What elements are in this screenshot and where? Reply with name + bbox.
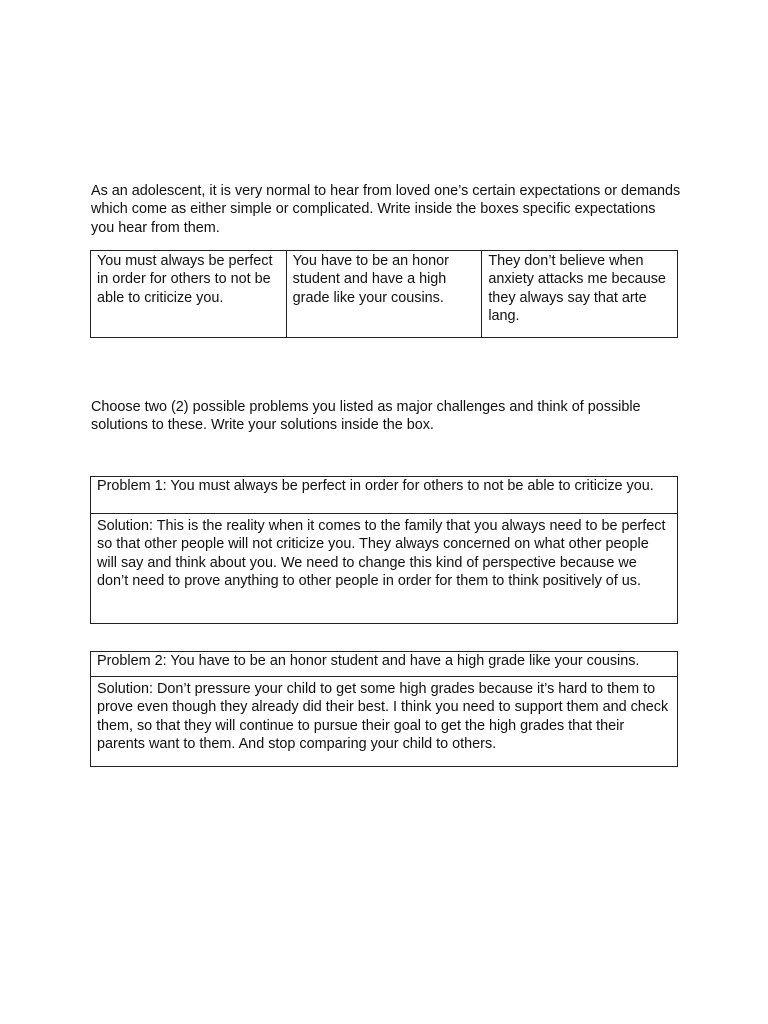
intro-paragraph: As an adolescent, it is very normal to hear from loved one’s certain expectations or demands which come as either simple or complicated. Write inside the boxes specific expectations you hear from them.	[91, 183, 681, 236]
problem-box-2	[90, 651, 678, 767]
instruction-paragraph: Choose two (2) possible problems you listed as major challenges and think of possible solutions to these. Write your solutions inside the box.	[91, 399, 641, 434]
expectations-table	[90, 250, 678, 338]
solution-1-text: Solution: This is the reality when it comes to the family that you always need to be perfect so that other people will not criticize you. They always concerned on what other people will say and think about you. We need to change this kind of perspective because we don’t need to prove anything to other people in order for them to think positively of us.	[97, 518, 666, 589]
expectation-cell-3: They don’t believe when anxiety attacks me because they always say that arte lang.	[482, 251, 678, 338]
problem-1-text: Problem 1: You must always be perfect in order for others to not be able to criticize you.	[91, 477, 677, 514]
expectations-row	[91, 251, 678, 338]
solution-2-text: Solution: Don’t pressure your child to get some high grades because it’s hard to them to prove even though they already did their best. I think you need to support them and check them, so that they will continue to pursue their goal to get the high grades that their parents want to them. And stop comparing your child to others.	[97, 681, 669, 752]
problem-box-1	[90, 476, 678, 624]
problem-2-text: Problem 2: You have to be an honor student and have a high grade like your cousins.	[91, 652, 677, 677]
expectation-cell-2: You have to be an honor student and have a high grade like your cousins.	[286, 251, 482, 338]
expectation-cell-1: You must always be perfect in order for others to not be able to criticize you.	[91, 251, 287, 338]
